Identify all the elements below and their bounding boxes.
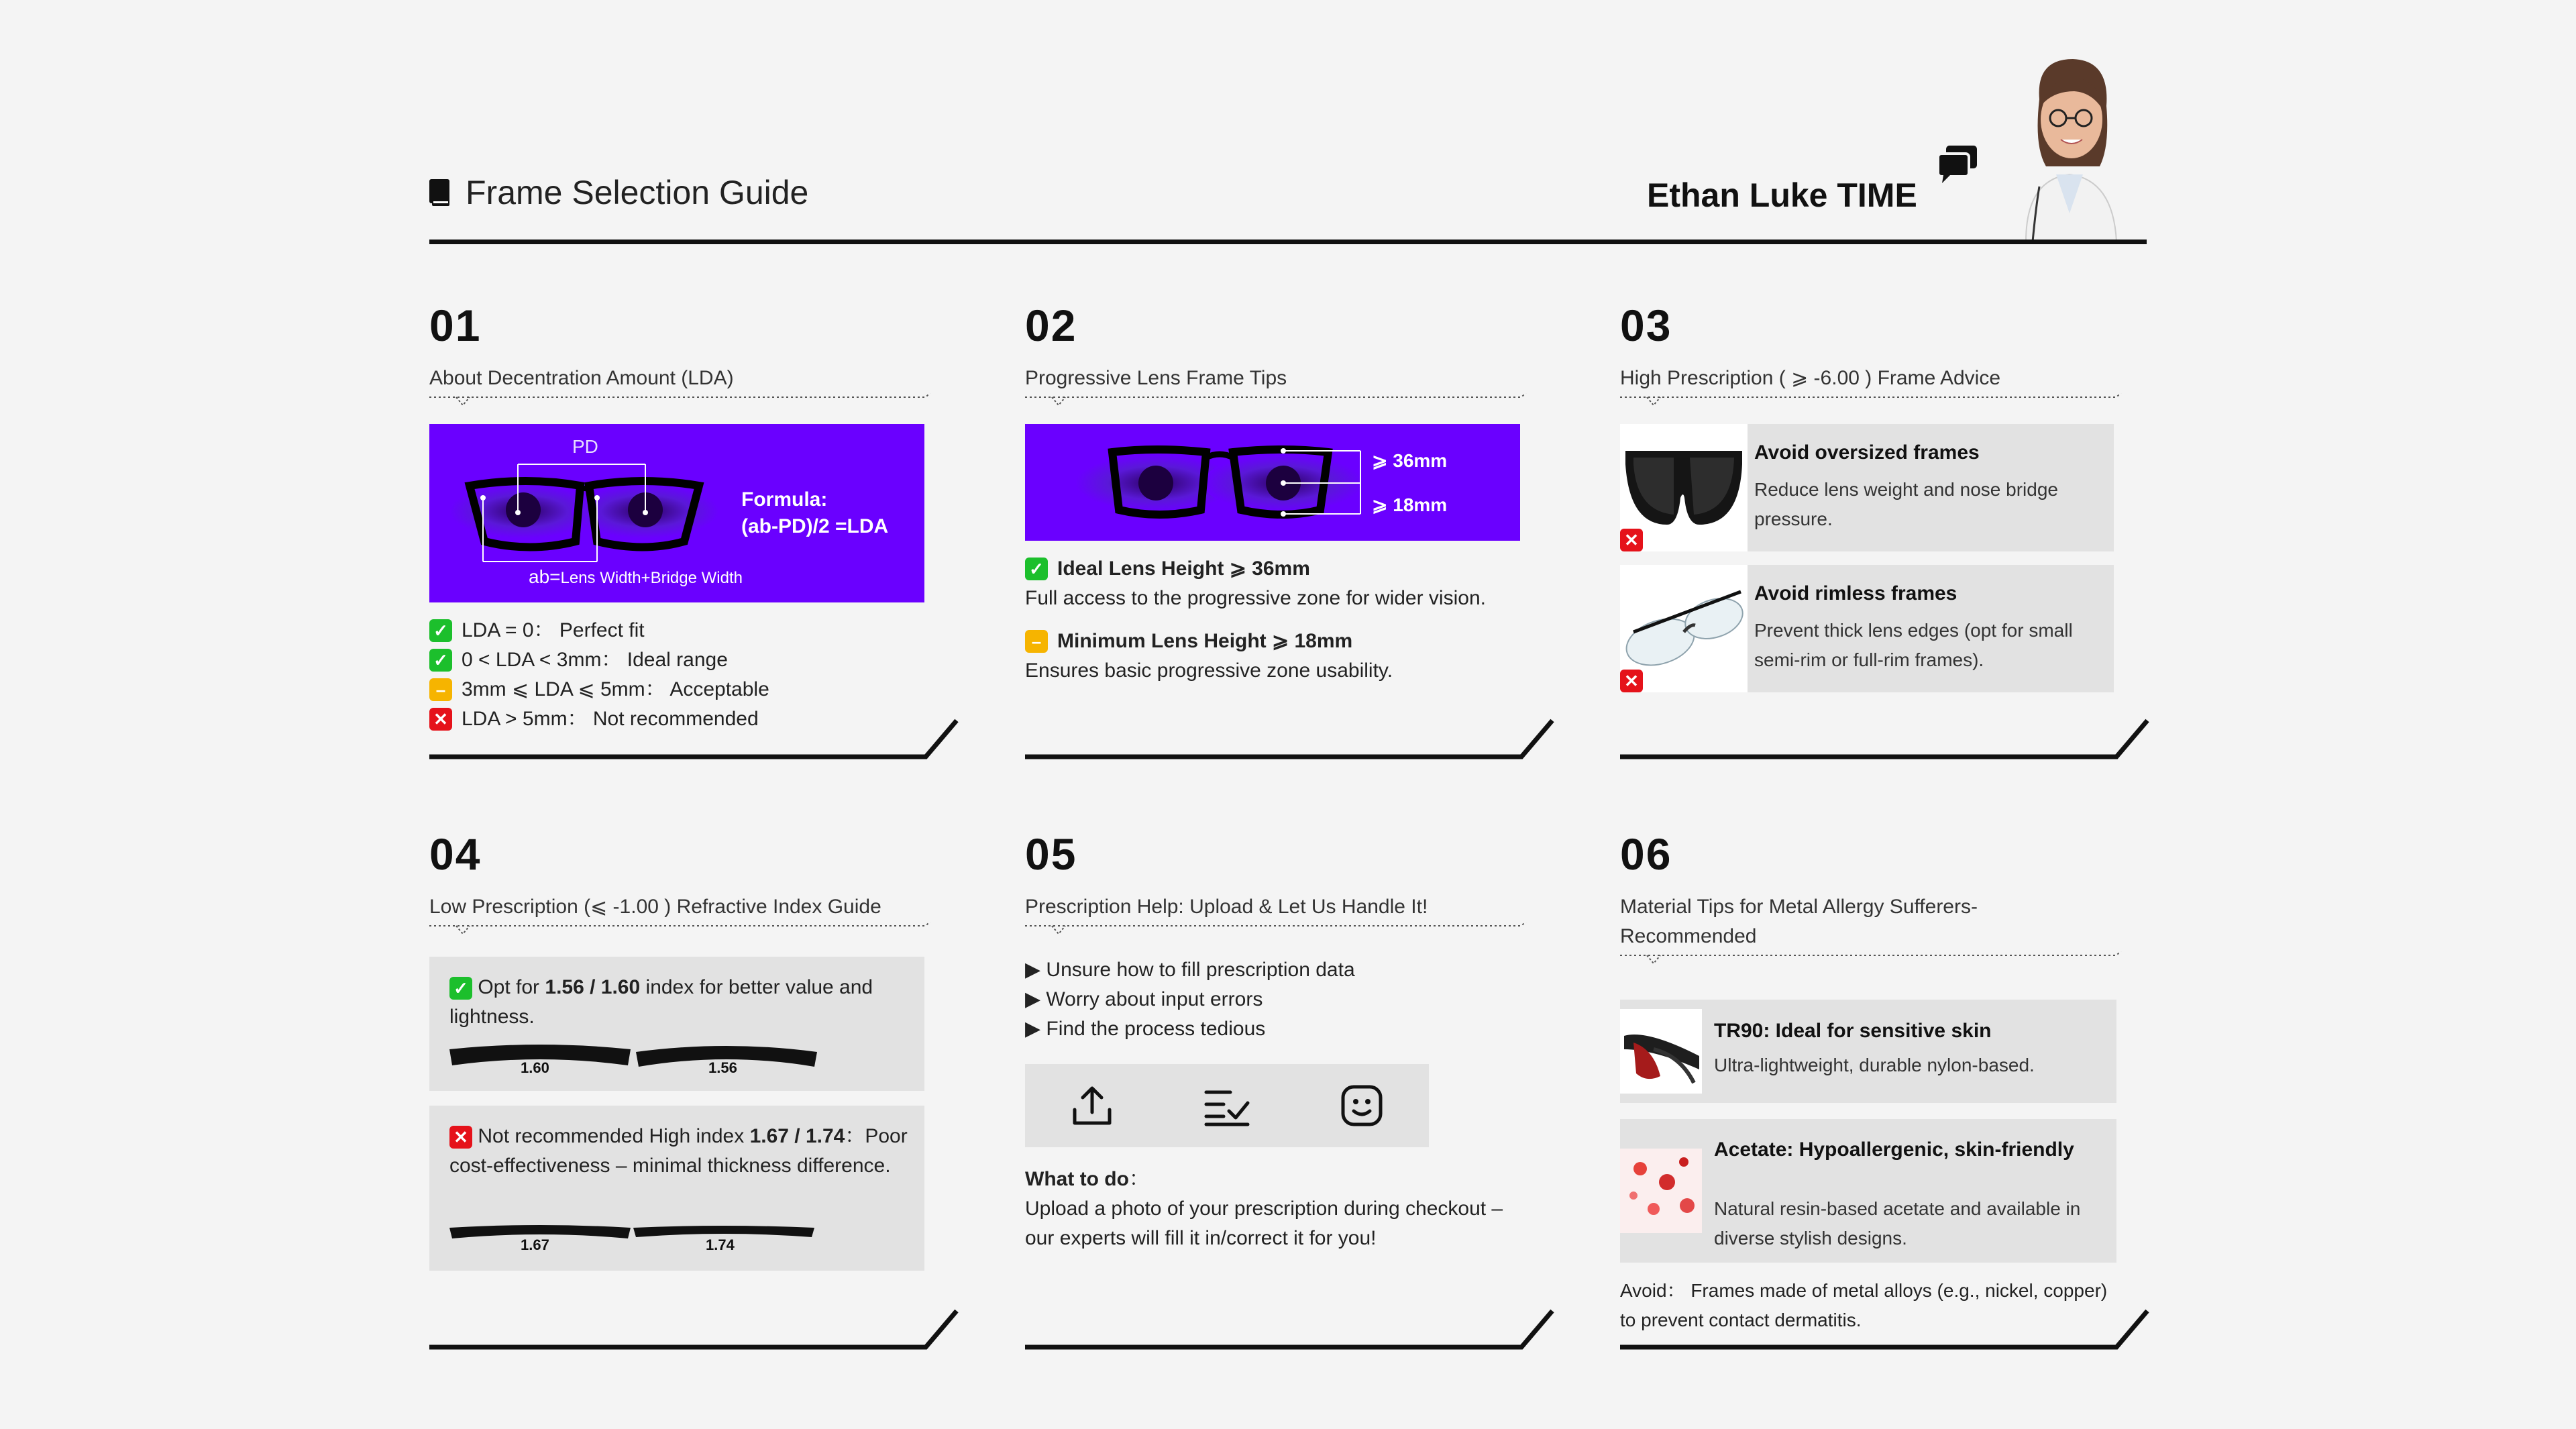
- section-number: 06: [1620, 829, 1672, 879]
- list-item-text: Worry about input errors: [1046, 988, 1263, 1010]
- advice-desc: Prevent thick lens edges (opt for small semi-rim or full-rim frames).: [1754, 620, 2073, 670]
- section-number: 03: [1620, 301, 1672, 350]
- list-item: [1025, 955, 1555, 985]
- card-lda: [429, 303, 959, 734]
- page-title: [428, 173, 808, 212]
- list-item-text: LDA = 0： Perfect fit: [462, 619, 645, 641]
- acetate-material-image: [1620, 1149, 1702, 1233]
- progressive-tips: [1025, 554, 1555, 686]
- tip-text: Opt for: [478, 976, 545, 998]
- minus-icon: –: [1025, 630, 1048, 653]
- x-icon: ✕: [429, 708, 452, 731]
- tip-title: Minimum Lens Height ⩾ 18mm: [1057, 630, 1353, 652]
- list-item-text: 0 < LDA < 3mm： Ideal range: [462, 649, 728, 671]
- what-text: Upload a photo of your prescription during checkout – our experts will fill it in/correct it for you!: [1025, 1198, 1503, 1249]
- formula-text: (ab-PD)/2 =LDA: [741, 515, 889, 537]
- section-number: 02: [1025, 301, 1077, 350]
- section-number: 04: [429, 829, 482, 879]
- lda-diagram: [429, 424, 924, 602]
- ab-definition: Lens Width+Bridge Width: [560, 569, 743, 587]
- tr90-frame-image: [1620, 1009, 1702, 1094]
- section-number: 01: [429, 301, 482, 350]
- x-icon: ✕: [1620, 529, 1643, 551]
- tip-bold: 1.67 / 1.74: [749, 1125, 845, 1147]
- x-icon: ✕: [449, 1126, 472, 1149]
- card-high-prescription: [1620, 303, 2150, 692]
- card-prescription-help: [1025, 829, 1555, 1253]
- card-bottom-line: [1620, 1307, 2150, 1350]
- lens-label: 1.56: [708, 1059, 737, 1076]
- list-item-text: 3mm ⩽ LDA ⩽ 5mm： Acceptable: [462, 678, 769, 700]
- list-item-text: Unsure how to fill prescription data: [1046, 959, 1355, 981]
- glasses-illustration: [1025, 424, 1520, 541]
- advice-oversized: [1620, 424, 2114, 551]
- dotted-divider: [1025, 922, 1555, 949]
- lens-label: 1.74: [706, 1236, 735, 1253]
- index-tip: [449, 973, 912, 1032]
- check-icon: ✓: [429, 619, 452, 642]
- list-item-text: LDA > 5mm： Not recommended: [462, 708, 759, 730]
- section-subtitle: About Decentration Amount (LDA): [429, 367, 734, 389]
- material-desc: Natural resin-based acetate and available in diverse stylish designs.: [1714, 1198, 2081, 1249]
- list-item: [429, 616, 959, 645]
- tip-desc: Ensures basic progressive zone usability.: [1025, 659, 1393, 682]
- book-icon: [428, 178, 451, 207]
- tip-text: Not recommended High index: [478, 1125, 750, 1147]
- check-icon: ✓: [449, 977, 472, 1000]
- advice-desc: Reduce lens weight and nose bridge pressure.: [1754, 479, 2058, 529]
- minus-icon: –: [429, 678, 452, 701]
- what-to-do: [1025, 1165, 1535, 1253]
- dotted-divider: [429, 393, 959, 420]
- chat-icon: [1935, 144, 1980, 184]
- measure-36: ⩾ 36mm: [1372, 450, 1448, 471]
- material-tr90: [1620, 1000, 2116, 1103]
- ab-prefix: ab=: [529, 566, 561, 587]
- header-rule: [429, 240, 2147, 244]
- tip-text: ：Poor cost-effectiveness – minimal thickness difference.: [449, 1125, 908, 1177]
- card-bottom-line: [429, 717, 959, 759]
- process-icons: [1025, 1064, 1429, 1147]
- ab-label: [529, 566, 743, 588]
- card-low-prescription: [429, 829, 959, 1271]
- section-subtitle: Material Tips for Metal Allergy Sufferers-Recommended: [1620, 896, 1978, 947]
- list-item: [429, 675, 959, 704]
- lens-label: 1.60: [521, 1059, 549, 1076]
- brand-name: Ethan Luke TIME: [1647, 176, 1917, 214]
- tip-text: index for better value and lightness.: [449, 976, 873, 1028]
- measure-18: ⩾ 18mm: [1372, 494, 1448, 515]
- triangle-icon: ▶: [1025, 959, 1046, 981]
- tip-desc: Full access to the progressive zone for wider vision.: [1025, 587, 1486, 609]
- formula-label: Formula:: [741, 488, 828, 511]
- list-item: [429, 645, 959, 675]
- list-item: [1025, 985, 1555, 1014]
- avoid-note: Avoid： Frames made of metal alloys (e.g., nickel, copper) to prevent contact dermatitis.: [1620, 1280, 2108, 1330]
- index-tip: [449, 1122, 912, 1181]
- material-title: TR90: Ideal for sensitive skin: [1714, 1020, 1992, 1042]
- card-bottom-line: [429, 1307, 959, 1350]
- card-bottom-line: [1620, 717, 2150, 759]
- check-icon: ✓: [429, 649, 452, 672]
- title-text: Frame Selection Guide: [466, 174, 809, 211]
- material-desc: Ultra-lightweight, durable nylon-based.: [1714, 1055, 2035, 1075]
- what-colon: ：: [1128, 1168, 1149, 1190]
- advice-rimless: [1620, 565, 2114, 692]
- card-metal-allergy: [1620, 829, 2150, 1335]
- what-label: What to do: [1025, 1168, 1129, 1190]
- section-subtitle: Low Prescription (⩽ -1.00 ) Refractive Index Guide: [429, 896, 881, 918]
- pd-label: PD: [572, 436, 598, 457]
- section-subtitle: Prescription Help: Upload & Let Us Handle It!: [1025, 896, 1428, 918]
- smile-icon: [1339, 1083, 1385, 1128]
- avatar: [1999, 52, 2140, 242]
- upload-icon: [1069, 1083, 1115, 1128]
- checklist-icon: [1203, 1083, 1250, 1128]
- list-item: [1025, 1014, 1555, 1044]
- material-title: Acetate: Hypoallergenic, skin-friendly: [1714, 1139, 2074, 1161]
- section-number: 05: [1025, 829, 1077, 879]
- advice-title: Avoid oversized frames: [1754, 441, 1980, 464]
- tip-minimum: [1025, 627, 1555, 656]
- triangle-icon: ▶: [1025, 1018, 1046, 1040]
- index-recommended: [429, 957, 924, 1091]
- dotted-divider: [1620, 393, 2150, 420]
- concern-list: [1025, 955, 1555, 1044]
- card-progressive: [1025, 303, 1555, 686]
- dotted-divider: [429, 922, 959, 949]
- advice-title: Avoid rimless frames: [1754, 582, 1957, 604]
- x-icon: ✕: [1620, 670, 1643, 692]
- list-item-text: Find the process tedious: [1046, 1018, 1266, 1040]
- lens-height-diagram: [1025, 424, 1520, 541]
- check-icon: ✓: [1025, 558, 1048, 580]
- material-acetate: [1620, 1119, 2116, 1263]
- index-not-recommended: [429, 1106, 924, 1271]
- tip-ideal: [1025, 554, 1555, 584]
- section-subtitle: Progressive Lens Frame Tips: [1025, 367, 1287, 389]
- card-bottom-line: [1025, 717, 1555, 759]
- dotted-divider: [1620, 951, 2150, 978]
- lens-label: 1.67: [521, 1236, 549, 1253]
- card-bottom-line: [1025, 1307, 1555, 1350]
- section-subtitle: High Prescription ( ⩾ -6.00 ) Frame Advice: [1620, 367, 2000, 389]
- dotted-divider: [1025, 393, 1555, 420]
- tip-title: Ideal Lens Height ⩾ 36mm: [1057, 558, 1310, 580]
- triangle-icon: ▶: [1025, 988, 1046, 1010]
- tip-bold: 1.56 / 1.60: [545, 976, 641, 998]
